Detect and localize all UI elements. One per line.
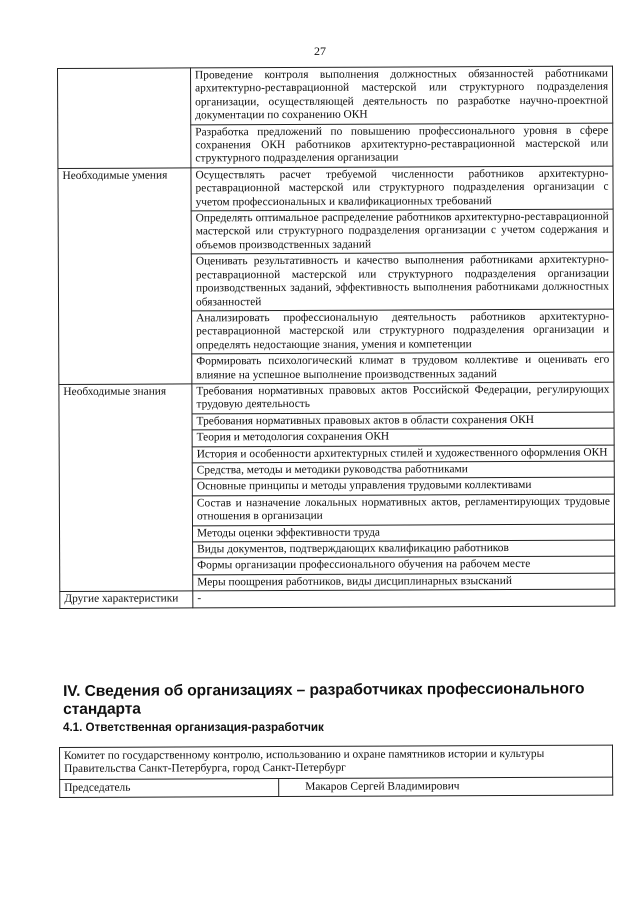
row-item: Разработка предложений по повышению профессионального уровня в сфере сохранения ОКН работников архитектурно-реставрационной мастерской или структурного подразделения организации (191, 123, 613, 168)
organization-chair-row (60, 777, 613, 798)
subsection-heading: 4.1. Ответственная организация-разработчик (63, 721, 324, 734)
row-item: - (193, 589, 615, 607)
table-row (59, 382, 614, 414)
page-number: 27 (314, 44, 326, 58)
table-row (60, 589, 615, 608)
row-label: Другие характеристики (60, 591, 193, 608)
row-label: Необходимые умения (58, 168, 192, 385)
organization-table (59, 745, 613, 799)
row-item: Состав и назначение локальных нормативных актов, регламентирующих трудовые отношения в организации (192, 494, 614, 526)
row-item: Требования нормативных правовых актов Российской Федерации, регулирующих трудовую деятельность (192, 382, 614, 414)
row-item: История и особенности архитектурных стилей и художественного оформления ОКН (192, 445, 614, 463)
section-heading: IV. Сведения об организациях – разработчиках профессионального стандарта (63, 680, 585, 718)
row-item: Оценивать результативность и качество выполнения работниками архитектурно-реставрационной мастерской или структурного подразделения организации производственных заданий, эффективность выполнения работниками должностных обязанностей (191, 252, 613, 310)
chair-name: Макаров Сергей Владимирович (279, 777, 613, 797)
row-item: Средства, методы и методики руководства работниками (192, 461, 614, 479)
row-item: Виды документов, подтверждающих квалификацию работников (193, 540, 615, 558)
organization-name-row (60, 745, 613, 779)
table-row (58, 166, 613, 212)
row-item: Определять оптимальное распределение работников архитектурно-реставрационной мастерской или структурного подразделения организации с учетом содержания и объемов производственных заданий (191, 209, 613, 254)
organization-name: Комитет по государственному контролю, использованию и охране памятников истории и культуры Правительства Санкт-Петербурга, город Санкт-Петербург (60, 745, 613, 779)
table-row (58, 66, 613, 125)
row-item: Теория и методология сохранения ОКН (192, 428, 614, 446)
row-item: Формировать психологический климат в трудовом коллективе и оценивать его влияние на успешное выполнение производственных заданий (192, 352, 614, 384)
row-item: Формы организации профессионального обучения на рабочем месте (193, 556, 615, 574)
row-item: Основные принципы и методы управления трудовыми коллективами (192, 477, 614, 495)
row-item: Требования нормативных правовых актов в области сохранения ОКН (192, 412, 614, 430)
row-item: Методы оценки эффективности труда (192, 524, 614, 542)
row-label: Необходимые знания (59, 384, 193, 592)
row-item: Проведение контроля выполнения должностных обязанностей работниками архитектурно-реставрационной мастерской или структурного подразделения организации, осуществляющей деятельность по разработке научно-проектной документации по сохранению ОКН (191, 66, 613, 124)
row-item: Анализировать профессиональную деятельность работников архитектурно-реставрационной мастерской или структурного подразделения организации и определять недостающие знания, умения и компетенции (192, 309, 614, 354)
competency-table (57, 66, 615, 609)
row-item: Меры поощрения работников, виды дисциплинарных взысканий (193, 573, 615, 591)
chair-role: Председатель (60, 778, 279, 797)
row-label (58, 68, 191, 168)
row-item: Осуществлять расчет требуемой численности работников архитектурно-реставрационной мастерской или структурного подразделения организации с учетом профессиональных и квалификационных требований (191, 166, 613, 211)
